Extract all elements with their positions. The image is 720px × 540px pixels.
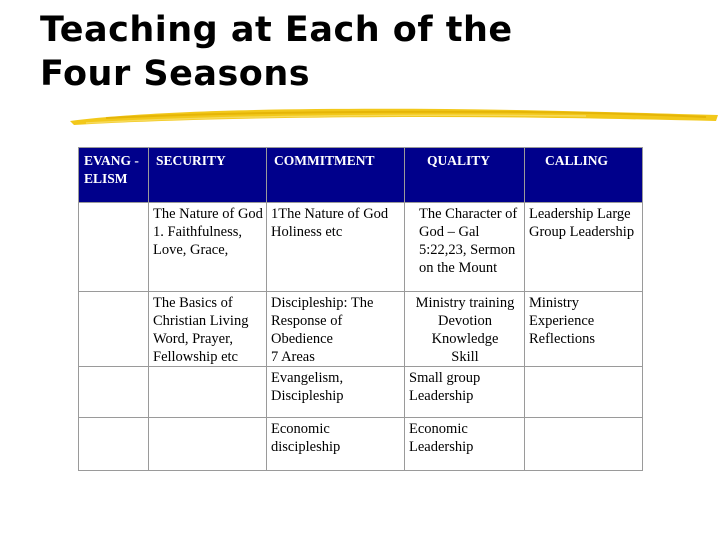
table-row <box>79 292 643 367</box>
table-cell <box>79 418 149 471</box>
table-row <box>79 203 643 292</box>
brush-stroke-divider <box>66 100 720 130</box>
slide-title-line-1: Teaching at Each of the <box>40 10 513 50</box>
slide-title-line-2: Four Seasons <box>40 54 311 94</box>
table-cell: Discipleship: The Response of Obedience 7 Areas <box>267 292 405 367</box>
table-cell <box>525 418 643 471</box>
table-cell: The Nature of God 1. Faithfulness, Love, Grace, <box>149 203 267 292</box>
table-cell: 1The Nature of God Holiness etc <box>267 203 405 292</box>
header-calling: CALLING <box>525 148 643 203</box>
header-security: SECURITY <box>149 148 267 203</box>
table-cell <box>79 203 149 292</box>
table-cell: Economic discipleship <box>267 418 405 471</box>
table-cell: The Character of God – Gal 5:22,23, Sermon on the Mount <box>405 203 525 292</box>
table-cell: Ministry training Devotion Knowledge Skill <box>405 292 525 367</box>
table-header-row <box>79 148 643 203</box>
table-cell: Small group Leadership <box>405 367 525 418</box>
seasons-table <box>78 147 643 471</box>
table-cell: Ministry Experience Reflections <box>525 292 643 367</box>
table-cell: The Basics of Christian Living Word, Prayer, Fellowship etc <box>149 292 267 367</box>
table-cell <box>79 367 149 418</box>
table-row <box>79 367 643 418</box>
table-cell: Leadership Large Group Leadership <box>525 203 643 292</box>
table-cell <box>149 418 267 471</box>
header-evangelism: EVANG -ELISM <box>79 148 149 203</box>
table-row <box>79 418 643 471</box>
slide-title <box>40 8 513 96</box>
table-cell <box>525 367 643 418</box>
table-cell: Economic Leadership <box>405 418 525 471</box>
header-commitment: COMMITMENT <box>267 148 405 203</box>
header-quality: QUALITY <box>405 148 525 203</box>
table-cell <box>79 292 149 367</box>
table-cell: Evangelism, Discipleship <box>267 367 405 418</box>
table-cell <box>149 367 267 418</box>
